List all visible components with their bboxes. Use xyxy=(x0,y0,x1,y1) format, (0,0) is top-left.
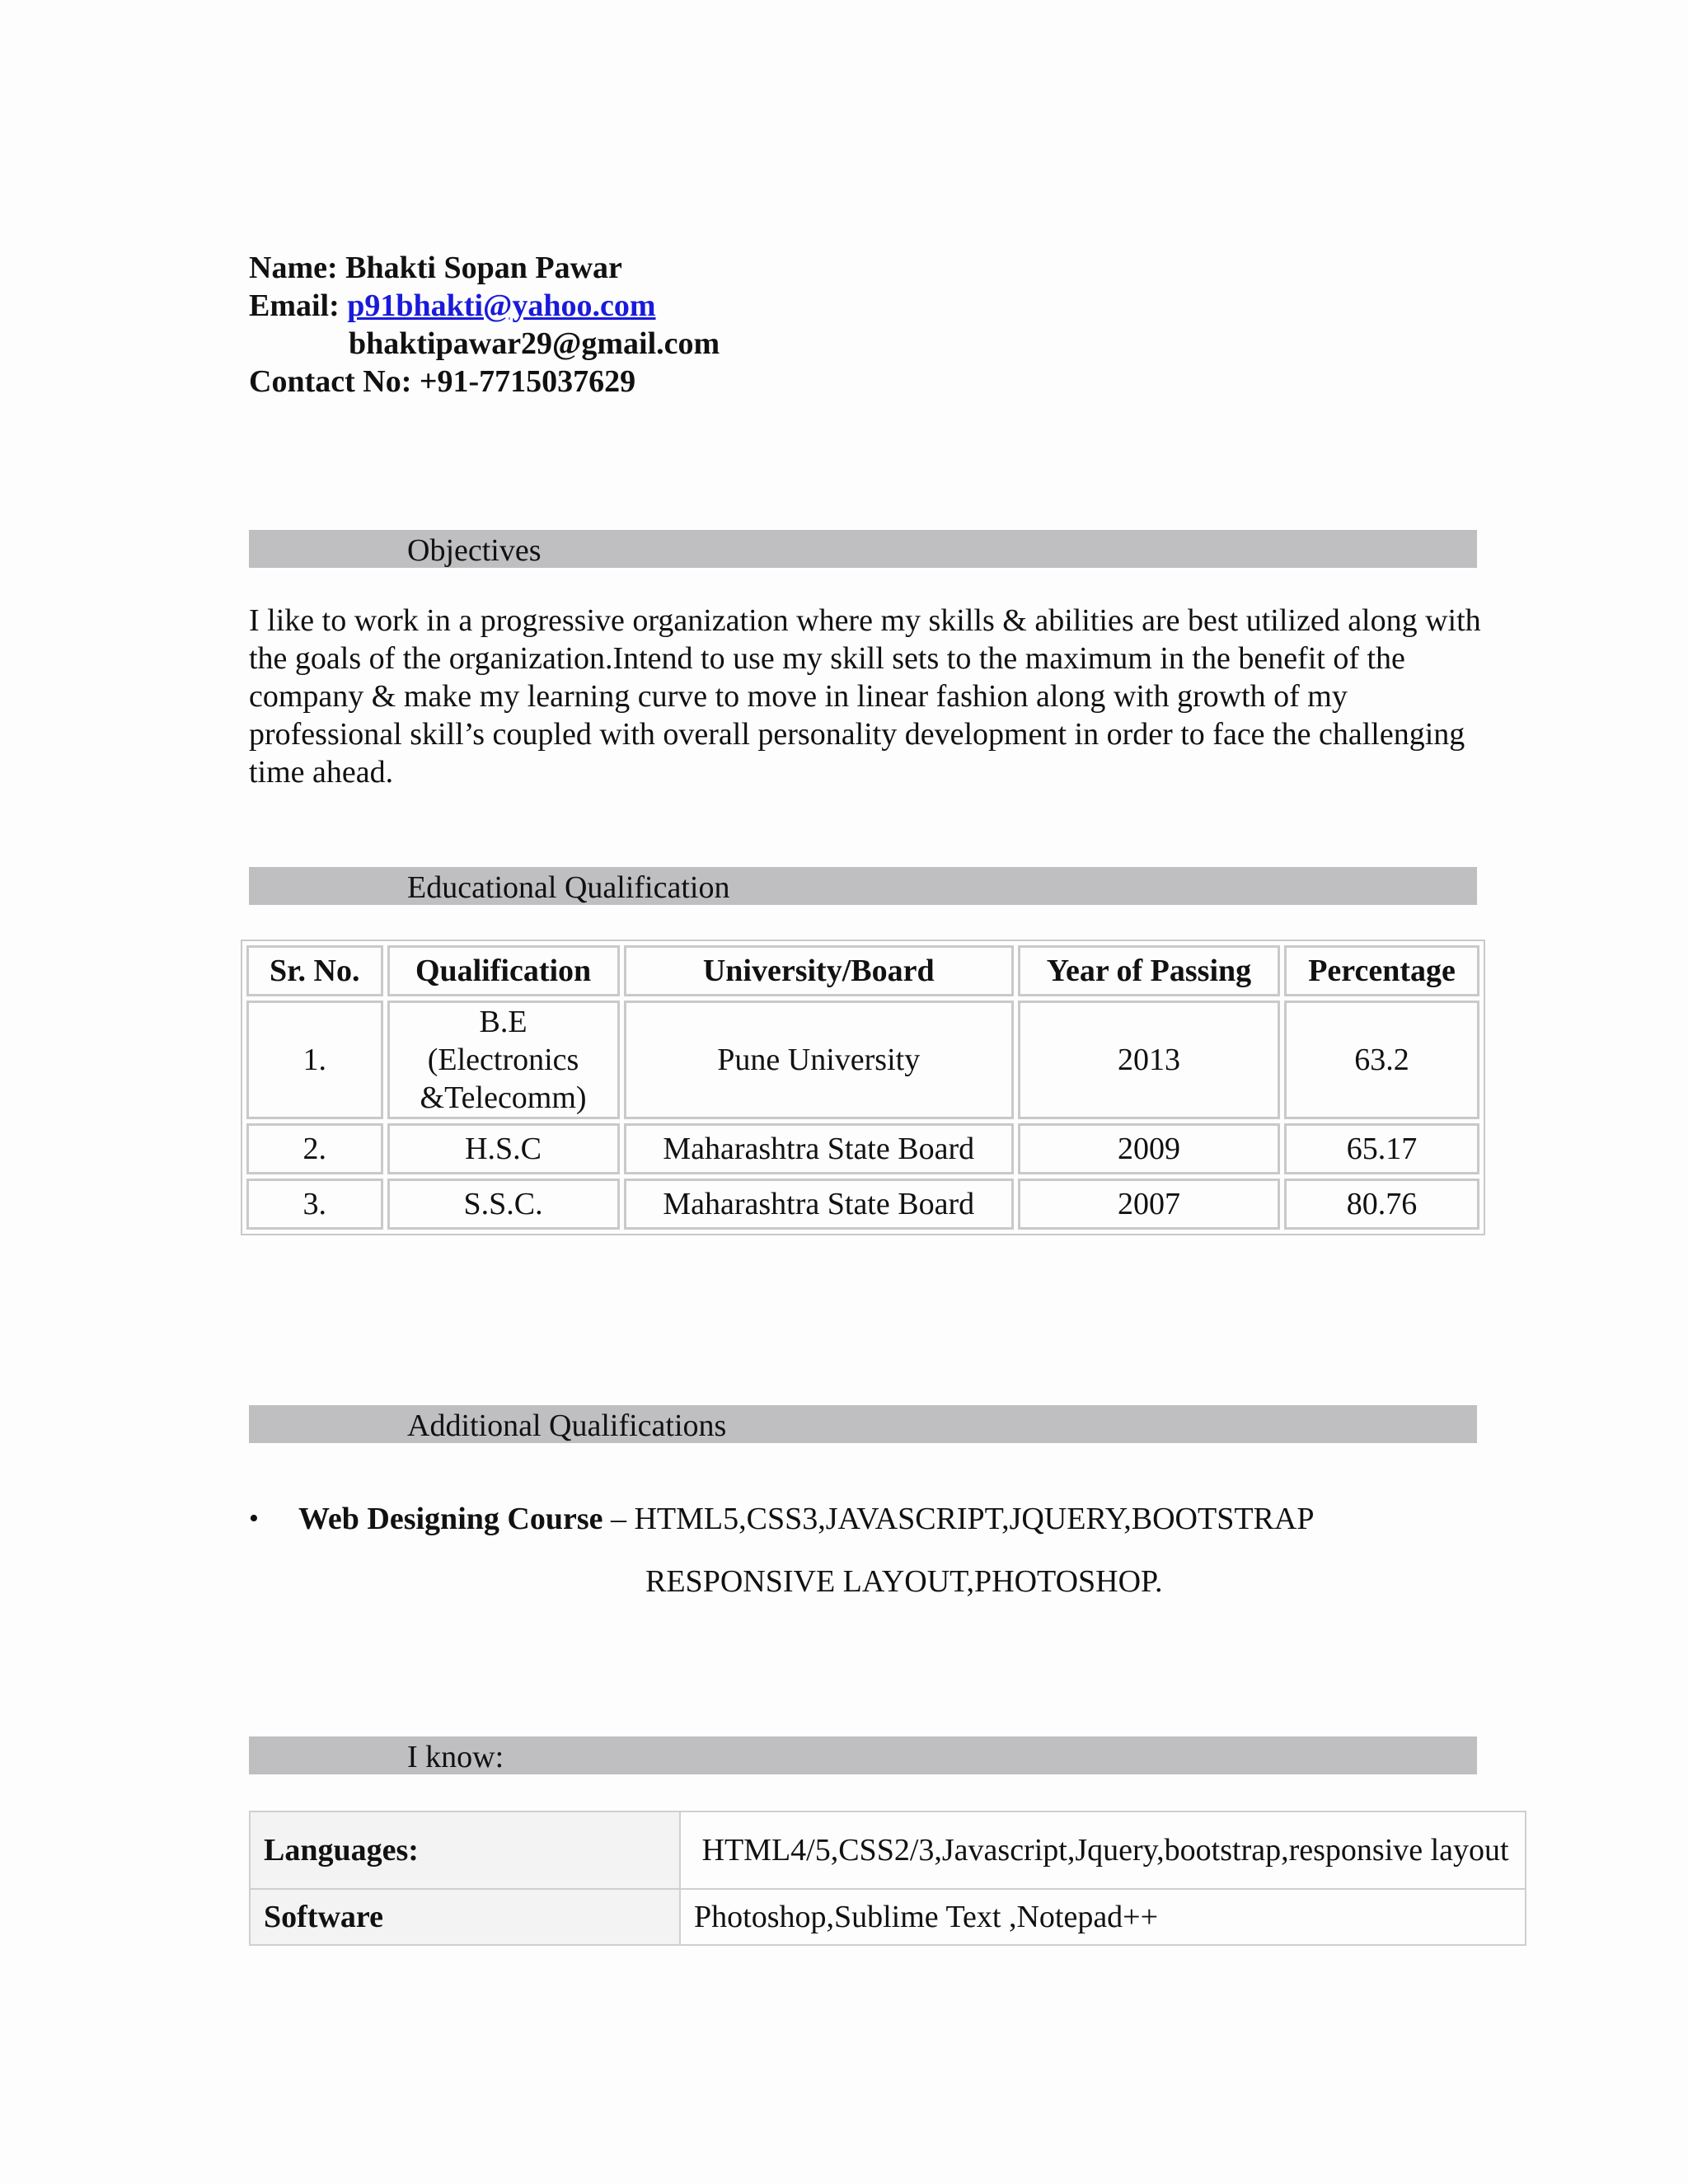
cell-qualification: B.E (Electronics &Telecomm) xyxy=(387,1001,620,1119)
email-secondary: bhaktipawar29@gmail.com xyxy=(349,326,720,361)
bullet-icon: • xyxy=(249,1503,259,1534)
contact-line xyxy=(249,363,720,401)
section-additional-heading: Additional Qualifications xyxy=(249,1405,1477,1443)
objective-paragraph: I like to work in a progressive organization where my skills & abilities are best utilized along with the goals of the organization.Intend to use my skill sets to the maximum in the benefit of the company & make my learning curve to move in linear fashion along with growth of my professional skill’s coupled with overall personality development in order to face the challenging time ahead. xyxy=(249,603,1481,790)
table-row xyxy=(246,1001,1479,1119)
cell-sr-no: 3. xyxy=(246,1179,383,1230)
name-value: Bhakti Sopan Pawar xyxy=(345,251,622,285)
col-sr-no: Sr. No. xyxy=(246,945,383,996)
contact-label: Contact No: xyxy=(249,364,412,399)
col-qualification: Qualification xyxy=(387,945,620,996)
table-row xyxy=(246,1123,1479,1174)
cell-percentage: 65.17 xyxy=(1284,1123,1479,1174)
cell-qualification: H.S.C xyxy=(387,1123,620,1174)
cell-sr-no: 1. xyxy=(246,1001,383,1119)
course-separator: – xyxy=(603,1502,635,1536)
software-value: Photoshop,Sublime Text ,Notepad++ xyxy=(680,1889,1526,1945)
cell-university: Maharashtra State Board xyxy=(624,1179,1014,1230)
course-name: Web Designing Course xyxy=(298,1502,603,1536)
section-education-heading: Educational Qualification xyxy=(249,867,1477,905)
name-line xyxy=(249,249,720,287)
education-table xyxy=(241,940,1485,1235)
table-row xyxy=(250,1889,1526,1945)
table-row xyxy=(246,1179,1479,1230)
course-details-line1: HTML5,CSS3,JAVASCRIPT,JQUERY,BOOTSTRAP xyxy=(634,1502,1315,1536)
cell-university: Maharashtra State Board xyxy=(624,1123,1014,1174)
table-row xyxy=(250,1811,1526,1889)
contact-header xyxy=(249,249,720,401)
contact-value: +91-7715037629 xyxy=(419,364,636,399)
col-university: University/Board xyxy=(624,945,1014,996)
list-item xyxy=(298,1500,1314,1538)
col-year: Year of Passing xyxy=(1018,945,1280,996)
education-header-row xyxy=(246,945,1479,996)
cell-percentage: 80.76 xyxy=(1284,1179,1479,1230)
languages-label: Languages: xyxy=(250,1811,680,1889)
course-details-line2: RESPONSIVE LAYOUT,PHOTOSHOP. xyxy=(645,1564,1163,1599)
email-label: Email: xyxy=(249,288,340,323)
skills-table xyxy=(249,1811,1526,1946)
cell-qualification: S.S.C. xyxy=(387,1179,620,1230)
email-link-primary[interactable]: p91bhakti@yahoo.com xyxy=(347,288,656,323)
section-iknow-heading: I know: xyxy=(249,1736,1477,1774)
cell-year: 2009 xyxy=(1018,1123,1280,1174)
col-percentage: Percentage xyxy=(1284,945,1479,996)
software-label: Software xyxy=(250,1889,680,1945)
cell-year: 2013 xyxy=(1018,1001,1280,1119)
name-label: Name: xyxy=(249,251,338,285)
cell-percentage: 63.2 xyxy=(1284,1001,1479,1119)
cell-year: 2007 xyxy=(1018,1179,1280,1230)
languages-value: HTML4/5,CSS2/3,Javascript,Jquery,bootstrap,responsive layout xyxy=(680,1811,1526,1889)
cell-sr-no: 2. xyxy=(246,1123,383,1174)
cell-university: Pune University xyxy=(624,1001,1014,1119)
section-objectives-heading: Objectives xyxy=(249,530,1477,568)
email-line xyxy=(249,287,720,325)
